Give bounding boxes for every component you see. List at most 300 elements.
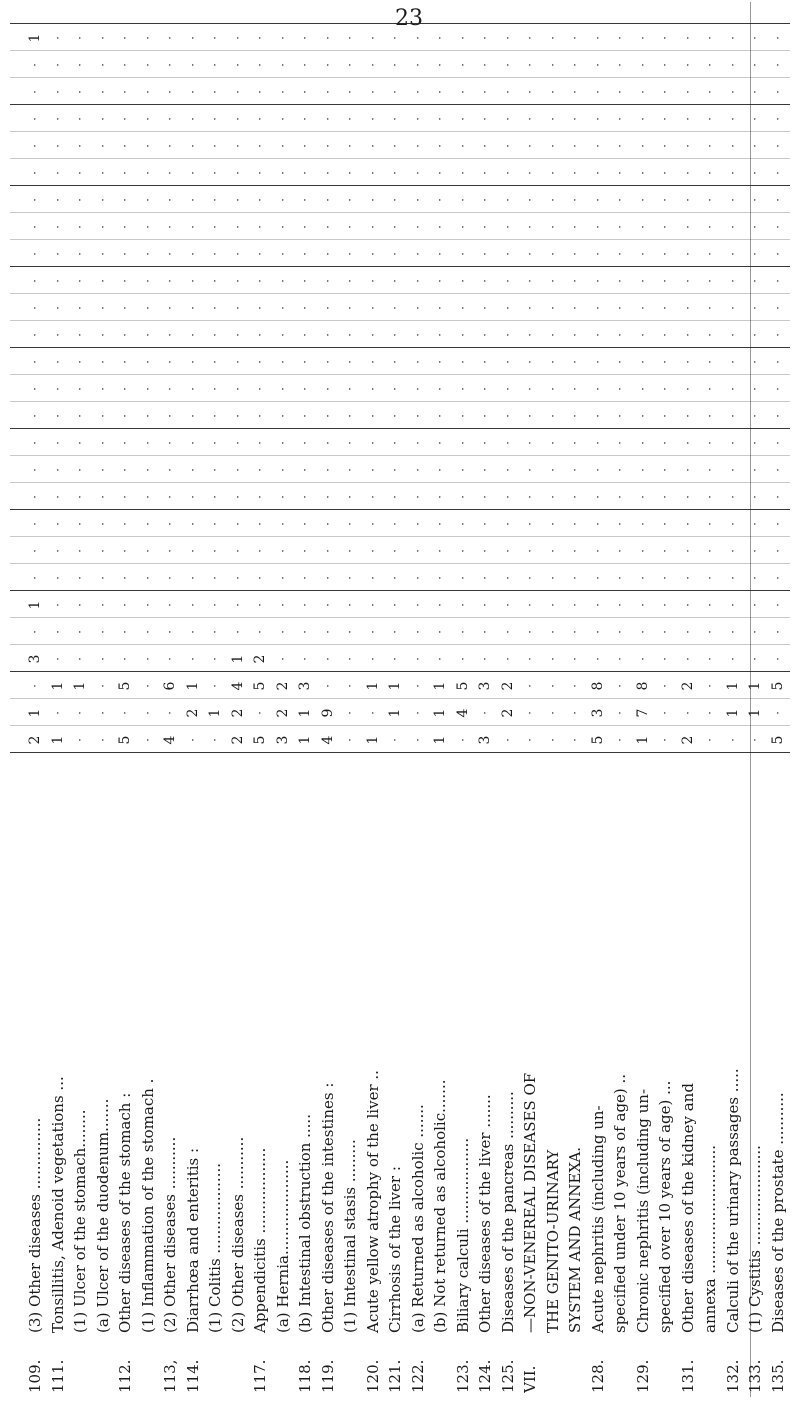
- table-cell: ·: [50, 198, 65, 202]
- table-cell: ·: [725, 252, 740, 256]
- table-cell: ·: [613, 90, 627, 94]
- table-cell: ·: [50, 252, 65, 256]
- table-cell: 4: [229, 681, 246, 691]
- table-cell: ·: [635, 441, 650, 445]
- table-cell: ·: [703, 414, 717, 418]
- table-cell: ·: [410, 360, 425, 364]
- table-cell: ·: [28, 441, 42, 445]
- row-label: Other diseases of the kidney and: [678, 1083, 697, 1333]
- table-cell: ·: [50, 360, 65, 364]
- table-cell: ·: [658, 333, 672, 337]
- table-cell: ·: [500, 576, 515, 580]
- table-cell: ·: [748, 36, 762, 40]
- table-cell: ·: [365, 630, 380, 634]
- table-cell: ·: [500, 252, 515, 256]
- table-cell: ·: [680, 225, 695, 229]
- table-cell: ·: [320, 684, 335, 688]
- table-cell: 1: [49, 681, 66, 691]
- table-cell: ·: [613, 630, 627, 634]
- table-cell: ·: [703, 522, 717, 526]
- table-cell: ·: [95, 441, 110, 445]
- row-label: specified under 10 years of age) ..: [611, 1073, 629, 1333]
- table-cell: ·: [748, 549, 762, 553]
- table-cell: ·: [568, 306, 582, 310]
- table-cell: ·: [455, 387, 470, 391]
- table-cell: ·: [410, 441, 425, 445]
- row-number: 129.: [633, 1359, 652, 1393]
- table-cell: ·: [410, 630, 425, 634]
- table-cell: ·: [680, 117, 695, 121]
- table-cell: ·: [523, 225, 537, 229]
- table-cell: ·: [320, 90, 335, 94]
- table-cell: 2: [499, 681, 516, 691]
- table-cell: ·: [703, 576, 717, 580]
- table-cell: ·: [433, 468, 447, 472]
- row-number: 117.: [251, 1359, 269, 1393]
- table-cell: ·: [568, 657, 582, 661]
- table-cell: ·: [185, 657, 200, 661]
- row-label: Calculi of the urinary passages .....: [723, 1068, 742, 1333]
- table-cell: ·: [185, 90, 200, 94]
- row-label: SYSTEM AND ANNEXA.: [566, 1146, 584, 1333]
- table-cell: ·: [658, 711, 672, 715]
- table-cell: ·: [455, 90, 470, 94]
- table-cell: ·: [185, 360, 200, 364]
- table-cell: ·: [455, 63, 470, 67]
- table-cell: ·: [748, 144, 762, 148]
- row-label: Diseases of the prostate ...........: [768, 1092, 787, 1333]
- table-cell: ·: [410, 738, 425, 742]
- column-rule: [10, 401, 790, 402]
- table-cell: ·: [410, 171, 425, 175]
- table-cell: ·: [725, 387, 740, 391]
- table-cell: ·: [748, 495, 762, 499]
- table-cell: ·: [635, 387, 650, 391]
- table-cell: ·: [545, 468, 560, 472]
- table-cell: ·: [478, 657, 492, 661]
- table-cell: ·: [230, 306, 245, 310]
- table-cell: ·: [28, 225, 42, 229]
- table-cell: ·: [118, 117, 132, 121]
- table-cell: ·: [500, 360, 515, 364]
- table-cell: ·: [635, 36, 650, 40]
- table-cell: ·: [365, 117, 380, 121]
- table-cell: ·: [590, 495, 605, 499]
- table-cell: ·: [658, 603, 672, 607]
- table-cell: ·: [748, 657, 762, 661]
- table-cell: ·: [770, 36, 785, 40]
- row-number: 118.: [296, 1359, 314, 1393]
- column-rule: [10, 644, 790, 645]
- table-cell: ·: [28, 522, 42, 526]
- table-cell: ·: [680, 495, 695, 499]
- table-cell: ·: [140, 333, 155, 337]
- column-rule: [10, 158, 790, 159]
- table-row: [363, 763, 383, 1393]
- table-cell: ·: [163, 522, 177, 526]
- table-cell: 4: [454, 708, 471, 718]
- table-cell: ·: [545, 306, 560, 310]
- table-cell: ·: [185, 522, 200, 526]
- table-cell: ·: [365, 549, 380, 553]
- table-cell: ·: [50, 549, 65, 553]
- table-cell: ·: [163, 279, 177, 283]
- table-cell: ·: [163, 576, 177, 580]
- table-cell: 1: [27, 600, 43, 610]
- table-cell: ·: [703, 495, 717, 499]
- table-cell: ·: [545, 117, 560, 121]
- table-cell: ·: [500, 225, 515, 229]
- table-cell: 2: [274, 681, 291, 691]
- table-cell: ·: [568, 549, 582, 553]
- table-cell: ·: [163, 657, 177, 661]
- table-cell: ·: [725, 495, 740, 499]
- table-cell: 8: [589, 681, 606, 691]
- table-cell: ·: [523, 684, 537, 688]
- table-cell: ·: [635, 225, 650, 229]
- table-cell: ·: [658, 90, 672, 94]
- table-row: [160, 763, 180, 1393]
- table-cell: ·: [275, 387, 290, 391]
- column-rule: [10, 185, 790, 186]
- column-rule: [10, 347, 790, 348]
- table-cell: ·: [455, 306, 470, 310]
- table-cell: ·: [253, 522, 267, 526]
- table-cell: ·: [230, 414, 245, 418]
- table-cell: ·: [73, 441, 87, 445]
- table-cell: 2: [274, 708, 291, 718]
- table-cell: ·: [680, 333, 695, 337]
- table-cell: ·: [748, 630, 762, 634]
- table-cell: ·: [50, 333, 65, 337]
- table-row: [295, 763, 315, 1393]
- table-cell: ·: [28, 171, 42, 175]
- table-cell: ·: [613, 279, 627, 283]
- row-number: 114.: [183, 1359, 202, 1393]
- table-cell: ·: [770, 117, 785, 121]
- table-cell: ·: [50, 414, 65, 418]
- table-cell: ·: [568, 711, 582, 715]
- table-cell: ·: [95, 36, 110, 40]
- row-label: (a) Ulcer of the duodenum.......: [93, 1098, 112, 1333]
- table-cell: ·: [523, 738, 537, 742]
- table-cell: ·: [95, 495, 110, 499]
- row-label: (b) Not returned as alcoholic.......: [431, 1079, 449, 1333]
- row-label: Biliary calculi ..................: [453, 1137, 472, 1333]
- table-cell: ·: [208, 252, 222, 256]
- table-cell: ·: [545, 36, 560, 40]
- table-cell: ·: [343, 630, 357, 634]
- table-cell: ·: [343, 90, 357, 94]
- table-cell: ·: [95, 738, 110, 742]
- table-cell: ·: [545, 549, 560, 553]
- table-cell: ·: [613, 36, 627, 40]
- table-row: [723, 763, 743, 1393]
- table-cell: ·: [613, 144, 627, 148]
- table-cell: ·: [410, 144, 425, 148]
- table-cell: ·: [523, 441, 537, 445]
- table-cell: ·: [748, 441, 762, 445]
- table-cell: ·: [455, 225, 470, 229]
- table-cell: ·: [140, 360, 155, 364]
- table-cell: ·: [163, 306, 177, 310]
- table-cell: ·: [635, 306, 650, 310]
- table-cell: ·: [478, 225, 492, 229]
- table-cell: ·: [253, 90, 267, 94]
- table-cell: ·: [28, 630, 42, 634]
- table-cell: ·: [185, 225, 200, 229]
- table-cell: ·: [73, 657, 87, 661]
- table-cell: ·: [568, 144, 582, 148]
- table-cell: ·: [613, 657, 627, 661]
- table-cell: ·: [545, 360, 560, 364]
- table-row: [205, 763, 225, 1393]
- table-cell: ·: [73, 468, 87, 472]
- table-cell: ·: [95, 711, 110, 715]
- table-cell: ·: [230, 387, 245, 391]
- row-number: 119.: [318, 1359, 337, 1393]
- table-cell: ·: [478, 279, 492, 283]
- table-cell: ·: [613, 360, 627, 364]
- table-cell: ·: [208, 36, 222, 40]
- table-cell: ·: [748, 414, 762, 418]
- table-cell: ·: [410, 333, 425, 337]
- table-cell: ·: [568, 117, 582, 121]
- table-cell: ·: [50, 171, 65, 175]
- table-cell: ·: [298, 603, 312, 607]
- table-cell: ·: [523, 144, 537, 148]
- table-cell: ·: [208, 279, 222, 283]
- table-cell: ·: [95, 225, 110, 229]
- table-cell: ·: [613, 441, 627, 445]
- table-cell: ·: [658, 279, 672, 283]
- table-cell: ·: [28, 117, 42, 121]
- table-cell: ·: [725, 360, 740, 364]
- table-cell: ·: [545, 657, 560, 661]
- row-label: Acute yellow atrophy of the liver ..: [363, 1070, 382, 1333]
- table-cell: ·: [500, 657, 515, 661]
- column-rule: [10, 536, 790, 537]
- table-cell: ·: [545, 522, 560, 526]
- table-cell: 2: [679, 681, 696, 691]
- table-cell: ·: [73, 549, 87, 553]
- table-cell: ·: [95, 117, 110, 121]
- table-cell: ·: [253, 279, 267, 283]
- table-cell: ·: [725, 36, 740, 40]
- table-cell: ·: [365, 171, 380, 175]
- row-number: 111.: [48, 1359, 67, 1393]
- table-cell: ·: [320, 603, 335, 607]
- row-number: 133.: [746, 1359, 764, 1393]
- table-cell: ·: [770, 549, 785, 553]
- table-cell: ·: [410, 495, 425, 499]
- table-cell: ·: [185, 36, 200, 40]
- table-cell: ·: [140, 441, 155, 445]
- table-cell: ·: [185, 387, 200, 391]
- table-cell: ·: [208, 495, 222, 499]
- table-cell: ·: [185, 117, 200, 121]
- table-cell: ·: [725, 117, 740, 121]
- table-cell: ·: [275, 657, 290, 661]
- table-cell: ·: [680, 468, 695, 472]
- table-cell: ·: [613, 468, 627, 472]
- table-cell: ·: [388, 738, 402, 742]
- table-cell: ·: [613, 522, 627, 526]
- table-cell: ·: [613, 252, 627, 256]
- table-cell: ·: [410, 36, 425, 40]
- table-cell: ·: [410, 657, 425, 661]
- column-rule: [10, 293, 790, 294]
- table-cell: ·: [185, 414, 200, 418]
- table-cell: ·: [298, 468, 312, 472]
- table-cell: ·: [433, 252, 447, 256]
- table-cell: ·: [725, 576, 740, 580]
- table-cell: ·: [545, 630, 560, 634]
- table-cell: ·: [275, 333, 290, 337]
- table-row: [633, 763, 653, 1393]
- table-cell: ·: [410, 117, 425, 121]
- table-cell: ·: [433, 522, 447, 526]
- table-cell: ·: [703, 36, 717, 40]
- table-cell: ·: [298, 657, 312, 661]
- row-number: 125.: [498, 1359, 517, 1393]
- table-cell: ·: [140, 495, 155, 499]
- table-cell: ·: [320, 414, 335, 418]
- table-cell: ·: [230, 333, 245, 337]
- table-cell: ·: [185, 549, 200, 553]
- table-cell: ·: [455, 657, 470, 661]
- row-label: (2) Other diseases ...........: [161, 1136, 179, 1333]
- table-cell: ·: [140, 414, 155, 418]
- table-cell: ·: [320, 333, 335, 337]
- table-cell: ·: [95, 684, 110, 688]
- table-cell: ·: [73, 90, 87, 94]
- table-cell: ·: [433, 387, 447, 391]
- table-cell: 2: [679, 735, 696, 745]
- table-cell: ·: [680, 171, 695, 175]
- table-cell: ·: [433, 306, 447, 310]
- table-cell: 2: [252, 654, 268, 664]
- table-cell: ·: [455, 36, 470, 40]
- table-cell: ·: [748, 279, 762, 283]
- table-cell: ·: [388, 576, 402, 580]
- table-cell: ·: [50, 117, 65, 121]
- table-cell: ·: [73, 360, 87, 364]
- table-cell: ·: [163, 495, 177, 499]
- table-cell: ·: [343, 63, 357, 67]
- table-cell: ·: [725, 414, 740, 418]
- table-cell: ·: [73, 252, 87, 256]
- table-cell: ·: [523, 279, 537, 283]
- table-cell: ·: [748, 252, 762, 256]
- row-label: (2) Other diseases ...........: [228, 1136, 247, 1333]
- table-cell: ·: [253, 63, 267, 67]
- table-cell: ·: [388, 333, 402, 337]
- table-cell: ·: [320, 630, 335, 634]
- table-cell: ·: [275, 198, 290, 202]
- table-cell: ·: [523, 117, 537, 121]
- table-cell: ·: [478, 360, 492, 364]
- table-cell: ·: [410, 711, 425, 715]
- row-number: 122.: [408, 1359, 427, 1393]
- table-cell: ·: [28, 144, 42, 148]
- table-cell: ·: [163, 414, 177, 418]
- table-cell: ·: [635, 360, 650, 364]
- table-cell: ·: [50, 144, 65, 148]
- table-cell: ·: [433, 225, 447, 229]
- table-cell: ·: [28, 333, 42, 337]
- table-cell: ·: [28, 198, 42, 202]
- table-cell: ·: [410, 522, 425, 526]
- table-cell: ·: [410, 90, 425, 94]
- row-number: VII.: [521, 1365, 539, 1393]
- table-cell: ·: [613, 495, 627, 499]
- table-cell: ·: [658, 387, 672, 391]
- table-cell: ·: [523, 387, 537, 391]
- table-cell: ·: [275, 549, 290, 553]
- table-cell: ·: [50, 306, 65, 310]
- table-cell: ·: [703, 657, 717, 661]
- table-cell: ·: [163, 333, 177, 337]
- table-cell: ·: [118, 468, 132, 472]
- table-cell: ·: [410, 252, 425, 256]
- table-cell: ·: [500, 306, 515, 310]
- table-cell: ·: [523, 306, 537, 310]
- table-cell: ·: [275, 171, 290, 175]
- table-cell: ·: [50, 711, 65, 715]
- column-rule: [10, 752, 790, 753]
- table-cell: ·: [433, 198, 447, 202]
- table-cell: ·: [185, 144, 200, 148]
- table-cell: ·: [433, 333, 447, 337]
- table-cell: ·: [680, 441, 695, 445]
- table-cell: ·: [140, 576, 155, 580]
- table-cell: ·: [703, 360, 717, 364]
- table-cell: ·: [590, 549, 605, 553]
- table-cell: ·: [320, 387, 335, 391]
- table-cell: ·: [545, 198, 560, 202]
- row-number: 109.: [26, 1359, 44, 1393]
- table-cell: ·: [365, 468, 380, 472]
- table-cell: ·: [298, 441, 312, 445]
- table-cell: ·: [28, 306, 42, 310]
- table-cell: ·: [635, 90, 650, 94]
- row-number: 121.: [386, 1359, 404, 1393]
- table-cell: ·: [163, 117, 177, 121]
- table-cell: ·: [433, 603, 447, 607]
- table-row: [273, 763, 293, 1393]
- table-cell: ·: [703, 63, 717, 67]
- table-cell: ·: [410, 198, 425, 202]
- table-cell: ·: [343, 198, 357, 202]
- table-cell: ·: [590, 144, 605, 148]
- table-cell: ·: [73, 495, 87, 499]
- table-cell: ·: [95, 144, 110, 148]
- table-cell: ·: [568, 360, 582, 364]
- table-cell: ·: [343, 468, 357, 472]
- table-cell: ·: [298, 171, 312, 175]
- table-cell: ·: [613, 711, 627, 715]
- table-cell: ·: [95, 630, 110, 634]
- table-cell: ·: [388, 252, 402, 256]
- table-cell: ·: [770, 279, 785, 283]
- table-cell: ·: [185, 63, 200, 67]
- table-row: [93, 763, 113, 1393]
- table-cell: ·: [343, 36, 357, 40]
- table-cell: ·: [455, 279, 470, 283]
- table-cell: ·: [433, 279, 447, 283]
- row-number: 132.: [723, 1359, 742, 1393]
